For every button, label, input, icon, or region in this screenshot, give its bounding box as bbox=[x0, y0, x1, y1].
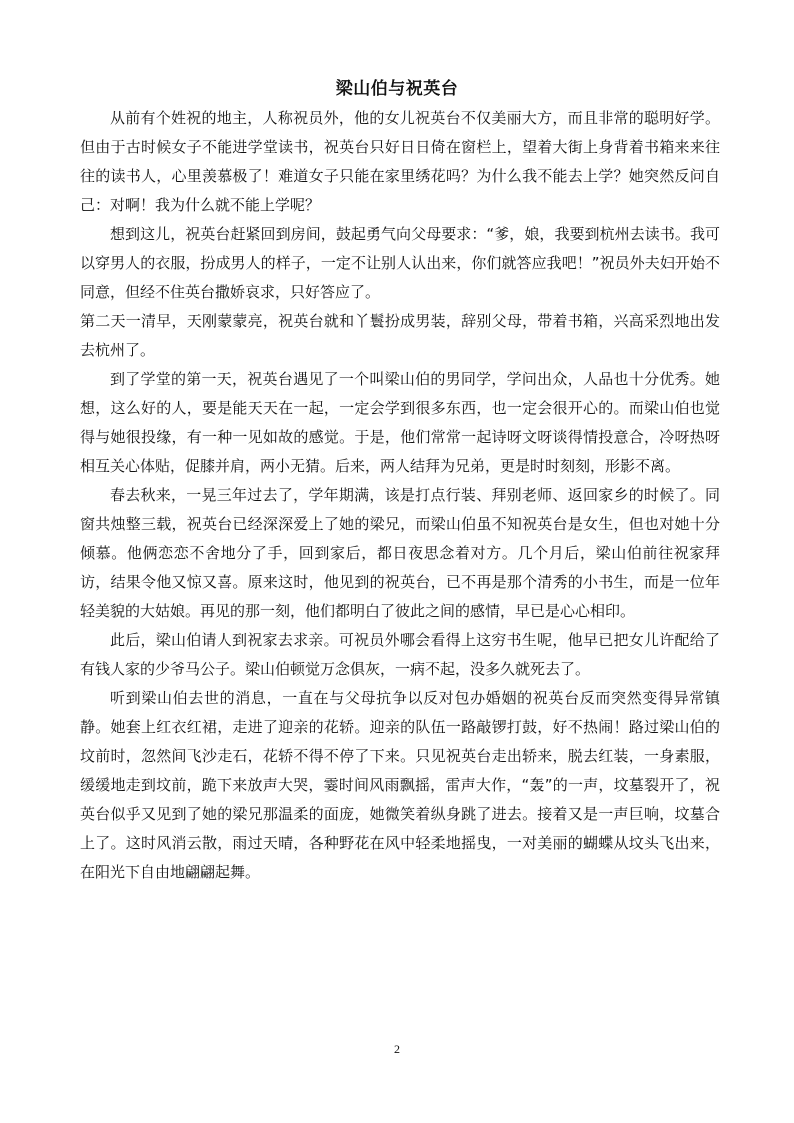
document-body bbox=[80, 104, 720, 887]
paragraph-6: 此后，梁山伯请人到祝家去求亲。可祝员外哪会看得上这穷书生呢，他早已把女儿许配给了有钱人家的少爷马公子。梁山伯顿觉万念俱灰，一病不起，没多久就死去了。 bbox=[80, 631, 720, 678]
document-title: 梁山伯与祝英台 bbox=[335, 79, 459, 99]
paragraph-5: 春去秋来，一晃三年过去了，学年期满，该是打点行装、拜别老师、返回家乡的时候了。同窗共烛整三载，祝英台已经深深爱上了她的梁兄，而梁山伯虽不知祝英台是女生，但也对她十分倾慕。他俩恋恋不舍地分了手，回到家后，都日夜思念着对方。几个月后，梁山伯前往祝家拜访，结果令他又惊又喜。原来这时，他见到的祝英台，已不再是那个清秀的小书生，而是一位年轻美貌的大姑娘。再见的那一刻，他们都明白了彼此之间的感情，早已是心心相印。 bbox=[80, 486, 720, 620]
paragraph-2: 想到这儿，祝英台赶紧回到房间，鼓起勇气向父母要求：“爹，娘，我要到杭州去读书。我可以穿男人的衣服，扮成男人的样子，一定不让别人认出来，你们就答应我吧！”祝员外夫妇开始不同意，但经不住英台撒娇哀求，只好答应了。 bbox=[80, 225, 720, 301]
paragraph-3: 第二天一清早，天刚蒙蒙亮，祝英台就和丫鬟扮成男装，辞别父母，带着书箱，兴高采烈地出发去杭州了。 bbox=[80, 312, 720, 359]
paragraph-7: 听到梁山伯去世的消息，一直在与父母抗争以反对包办婚姻的祝英台反而突然变得异常镇静。她套上红衣红裙，走进了迎亲的花轿。迎亲的队伍一路敲锣打鼓，好不热闹！路过梁山伯的坟前时，忽然间飞沙走石，花轿不得不停了下来。只见祝英台走出轿来，脱去红装，一身素服，缓缓地走到坟前，跪下来放声大哭，霎时间风雨飘摇，雷声大作，“轰”的一声，坟墓裂开了，祝英台似乎又见到了她的梁兄那温柔的面庞，她微笑着纵身跳了进去。接着又是一声巨响，坟墓合上了。这时风消云散，雨过天晴，各种野花在风中轻柔地摇曳，一对美丽的蝴蝶从坟头飞出来，在阳光下自由地翩翩起舞。 bbox=[80, 689, 720, 881]
paragraph-1: 从前有个姓祝的地主，人称祝员外，他的女儿祝英台不仅美丽大方，而且非常的聪明好学。但由于古时候女子不能进学堂读书，祝英台只好日日倚在窗栏上，望着大街上身背着书箱来来往往的读书人，心里羡慕极了！难道女子只能在家里绣花吗？为什么我不能去上学？她突然反问自己：对啊！我为什么就不能上学呢？ bbox=[80, 109, 720, 214]
paragraph-4: 到了学堂的第一天，祝英台遇见了一个叫梁山伯的男同学，学问出众，人品也十分优秀。她想，这么好的人，要是能天天在一起，一定会学到很多东西，也一定会很开心的。而梁山伯也觉得与她很投缘，有一种一见如故的感觉。于是，他们常常一起诗呀文呀谈得情投意合，冷呀热呀相互关心体贴，促膝并肩，两小无猜。后来，两人结拜为兄弟，更是时时刻刻，形影不离。 bbox=[80, 370, 720, 475]
page-number: 2 bbox=[394, 1042, 400, 1056]
